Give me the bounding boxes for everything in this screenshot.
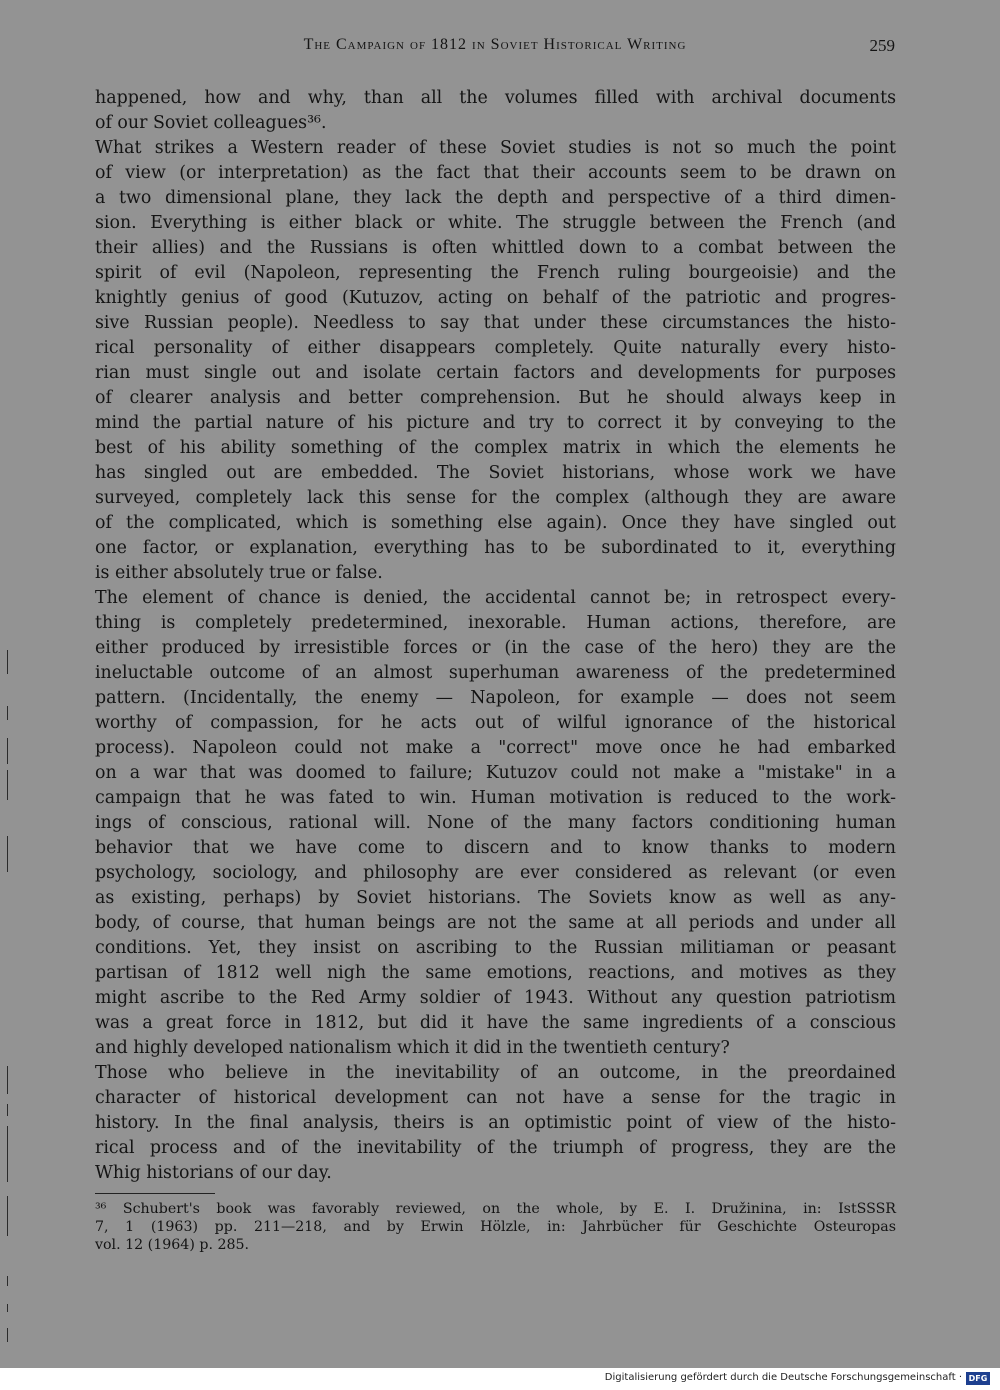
- scan-mark: [7, 738, 8, 764]
- text-line: of view (or interpretation) as the fact that their accounts seem to be drawn on: [95, 163, 896, 183]
- text-line: worthy of compassion, for he acts out of wilful ignorance of the historical: [95, 713, 896, 733]
- text-line: conditions. Yet, they insist on ascribing to the Russian militiaman or peasant: [95, 938, 896, 958]
- running-title: The Campaign of 1812 in Soviet Historical Writing: [303, 36, 687, 53]
- text-line: of the complicated, which is something else again). Once they have singled out: [95, 513, 896, 533]
- credit-bar: [0, 1368, 1000, 1390]
- credit-text: Digitalisierung gefördert durch die Deutsche Forschungsgemeinschaft ·: [604, 1372, 962, 1383]
- text-line: behavior that we have come to discern and to know thanks to modern: [95, 838, 896, 858]
- text-line: process). Napoleon could not make a "correct" move once he had embarked: [95, 738, 896, 758]
- scan-mark: [7, 1276, 8, 1286]
- scan-mark: [7, 1104, 8, 1116]
- text-line: on a war that was doomed to failure; Kutuzov could not make a "mistake" in a: [95, 763, 896, 783]
- scan-mark: [7, 1328, 8, 1342]
- text-line: their allies) and the Russians is often whittled down to a combat between the: [95, 238, 896, 258]
- text-line: of our Soviet colleagues³⁶.: [95, 113, 327, 133]
- text-line: best of his ability something of the complex matrix in which the elements he: [95, 438, 896, 458]
- text-line: happened, how and why, than all the volumes filled with archival documents: [95, 88, 896, 108]
- text-line: sion. Everything is either black or white. The struggle between the French (and: [95, 213, 896, 233]
- scan-mark: [7, 1066, 8, 1094]
- footnote-line: ³⁶ Schubert's book was favorably reviewed, on the whole, by E. I. Družinina, in: IstSSSR: [95, 1201, 896, 1217]
- text-line: thing is completely predetermined, inexorable. Human actions, therefore, are: [95, 613, 896, 633]
- body-text: [95, 86, 896, 1186]
- text-line: and highly developed nationalism which it did in the twentieth century?: [95, 1038, 730, 1058]
- text-line: of clearer analysis and better comprehension. But he should always keep in: [95, 388, 896, 408]
- text-line: might ascribe to the Red Army soldier of 1943. Without any question patriotism: [95, 988, 896, 1008]
- text-line: history. In the final analysis, theirs is an optimistic point of view of the histo-: [95, 1113, 896, 1133]
- scan-mark: [7, 1304, 8, 1312]
- text-line: partisan of 1812 well nigh the same emotions, reactions, and motives as they: [95, 963, 896, 983]
- text-line: one factor, or explanation, everything has to be subordinated to it, everything: [95, 538, 896, 558]
- text-line: has singled out are embedded. The Soviet historians, whose work we have: [95, 463, 896, 483]
- text-line: was a great force in 1812, but did it have the same ingredients of a conscious: [95, 1013, 896, 1033]
- scan-mark: [7, 770, 8, 800]
- text-line: sive Russian people). Needless to say that under these circumstances the histo-: [95, 313, 896, 333]
- text-line: Whig historians of our day.: [95, 1163, 332, 1183]
- text-line: The element of chance is denied, the accidental cannot be; in retrospect every-: [95, 588, 896, 608]
- text-line: either produced by irresistible forces or (in the case of the hero) they are the: [95, 638, 896, 658]
- page-number: 259: [869, 36, 895, 55]
- text-line: ings of conscious, rational will. None of the many factors conditioning human: [95, 813, 896, 833]
- footnotes: [95, 1200, 896, 1254]
- text-line: mind the partial nature of his picture and try to correct it by conveying to the: [95, 413, 896, 433]
- scan-mark: [7, 836, 8, 872]
- text-line: ineluctable outcome of an almost superhuman awareness of the predetermined: [95, 663, 896, 683]
- text-line: a two dimensional plane, they lack the depth and perspective of a third dimen-: [95, 188, 896, 208]
- scan-mark: [7, 1196, 8, 1236]
- text-line: What strikes a Western reader of these Soviet studies is not so much the point: [95, 138, 896, 158]
- dfg-logo: DFG: [966, 1372, 990, 1385]
- running-head: [95, 36, 895, 58]
- footnote-rule: [95, 1193, 215, 1194]
- text-line: Those who believe in the inevitability of an outcome, in the preordained: [95, 1063, 896, 1083]
- text-line: rical process and of the inevitability of the triumph of progress, they are the: [95, 1138, 896, 1158]
- text-line: campaign that he was fated to win. Human motivation is reduced to the work-: [95, 788, 896, 808]
- text-line: surveyed, completely lack this sense for the complex (although they are aware: [95, 488, 896, 508]
- scan-mark: [7, 1126, 8, 1182]
- text-line: rian must single out and isolate certain factors and developments for purposes: [95, 363, 896, 383]
- text-line: knightly genius of good (Kutuzov, acting on behalf of the patriotic and progres-: [95, 288, 896, 308]
- footnote-line: vol. 12 (1964) p. 285.: [95, 1237, 250, 1253]
- scan-mark: [7, 650, 8, 674]
- scan-mark: [7, 706, 8, 720]
- text-line: body, of course, that human beings are not the same at all periods and under all: [95, 913, 896, 933]
- text-line: character of historical development can not have a sense for the tragic in: [95, 1088, 896, 1108]
- text-line: psychology, sociology, and philosophy are ever considered as relevant (or even: [95, 863, 896, 883]
- text-line: pattern. (Incidentally, the enemy — Napoleon, for example — does not seem: [95, 688, 896, 708]
- text-line: rical personality of either disappears completely. Quite naturally every histo-: [95, 338, 896, 358]
- text-line: spirit of evil (Napoleon, representing the French ruling bourgeoisie) and the: [95, 263, 896, 283]
- text-line: is either absolutely true or false.: [95, 563, 383, 583]
- footnote-line: 7, 1 (1963) pp. 211—218, and by Erwin Hölzle, in: Jahrbücher für Geschichte Osteuropas: [95, 1219, 896, 1235]
- text-line: as existing, perhaps) by Soviet historians. The Soviets know as well as any-: [95, 888, 896, 908]
